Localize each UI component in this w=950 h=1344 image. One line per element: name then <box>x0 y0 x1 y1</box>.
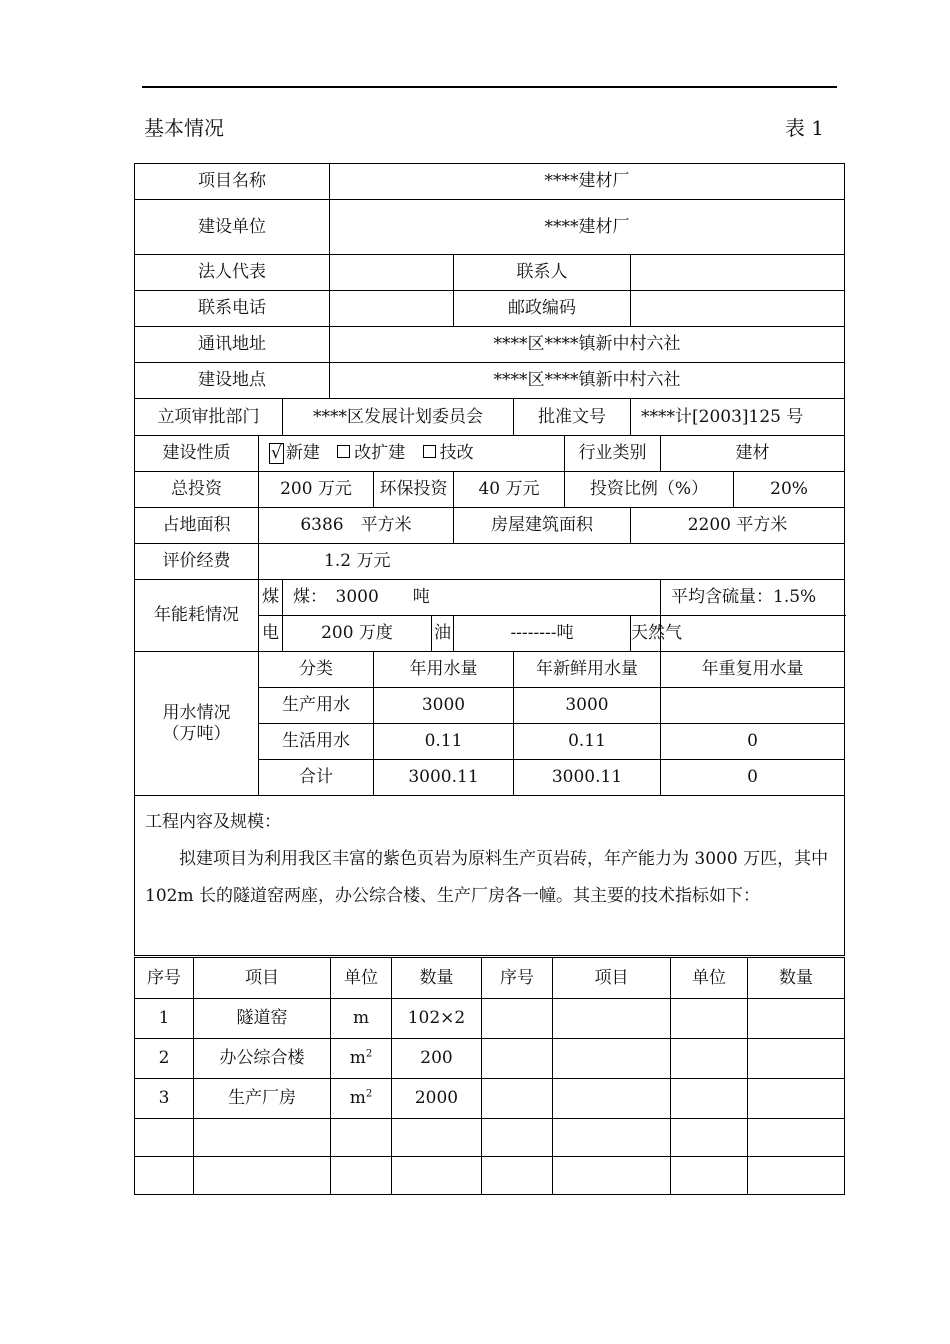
water-cell: 合计 <box>259 760 374 796</box>
table-row <box>135 1039 845 1079</box>
indicator-cell <box>748 1079 845 1119</box>
table-row <box>135 544 845 580</box>
indicator-cell <box>748 1157 845 1195</box>
indicator-cell <box>194 1119 331 1157</box>
water-cell: 3000 <box>374 688 514 724</box>
water-cell: 0.11 <box>374 724 514 760</box>
water-label <box>135 652 259 796</box>
water-cell: 3000.11 <box>374 760 514 796</box>
address-value: ****区****镇新中村六社 <box>330 327 845 363</box>
industry-label: 行业类别 <box>565 436 661 472</box>
indicator-cell <box>553 1157 671 1195</box>
env-invest-value: 40 万元 <box>454 472 565 508</box>
table-number: 表 1 <box>784 116 824 140</box>
indicator-cell <box>553 1079 671 1119</box>
water-label-line1: 用水情况 <box>162 703 231 724</box>
invest-value: 200 万元 <box>259 472 374 508</box>
indicator-cell <box>553 1039 671 1079</box>
indicator-cell: 生产厂房 <box>194 1079 331 1119</box>
indicator-cell <box>553 1119 671 1157</box>
indicator-cell <box>482 999 553 1039</box>
area-value: 6386 平方米 <box>259 508 454 544</box>
water-header: 年新鲜用水量 <box>514 652 661 688</box>
indicator-header: 项目 <box>194 958 331 999</box>
unit-superscript: 2 <box>365 1088 373 1100</box>
elec-label: 电 <box>259 616 283 652</box>
postcode-label: 邮政编码 <box>454 291 631 327</box>
contact-label: 联系人 <box>454 255 631 291</box>
table-row <box>135 580 845 616</box>
unit-text: m <box>349 1048 366 1069</box>
unit-text: m <box>349 1088 366 1109</box>
table-row <box>135 363 845 399</box>
address-label: 通讯地址 <box>135 327 330 363</box>
indicator-cell: 102×2 <box>392 999 482 1039</box>
ratio-label: 投资比例（%） <box>565 472 734 508</box>
builder-label: 建设单位 <box>135 200 330 255</box>
indicator-cell <box>331 1157 392 1195</box>
project-name-value: ****建材厂 <box>330 164 845 200</box>
ratio-value: 20% <box>734 472 845 508</box>
table-row <box>135 652 845 688</box>
indicator-cell <box>135 1119 194 1157</box>
env-invest-label: 环保投资 <box>374 472 454 508</box>
table-row <box>135 958 845 999</box>
indicator-cell <box>331 1079 392 1119</box>
water-cell: 3000 <box>514 688 661 724</box>
nature-reform-option: 技改 <box>439 443 474 464</box>
table-row <box>135 508 845 544</box>
indicator-cell: 隧道窑 <box>194 999 331 1039</box>
indicator-cell: 2000 <box>392 1079 482 1119</box>
phone-value <box>330 291 454 327</box>
project-body: 拟建项目为利用我区丰富的紫色页岩为原料生产页岩砖，年产能力为 3000 万匹，其中 102m 长的隧道窑两座，办公综合楼、生产厂房各一幢。其主要的技术指标如下： <box>145 849 829 906</box>
contact-value <box>631 255 845 291</box>
indicator-header: 序号 <box>482 958 553 999</box>
water-cell <box>661 688 845 724</box>
indicator-cell: 3 <box>135 1079 194 1119</box>
nature-options <box>259 436 565 472</box>
coal-label: 煤 <box>259 580 283 616</box>
water-header: 分类 <box>259 652 374 688</box>
water-cell: 3000.11 <box>514 760 661 796</box>
water-header: 年重复用水量 <box>661 652 845 688</box>
table-row <box>135 291 845 327</box>
table-row <box>135 200 845 255</box>
gas-value <box>661 616 845 652</box>
project-heading: 工程内容及规模： <box>145 812 281 832</box>
gas-label: 天然气 <box>631 616 661 652</box>
basic-info-table <box>134 163 845 956</box>
site-label: 建设地点 <box>135 363 330 399</box>
header-rule <box>142 86 837 88</box>
indicator-cell <box>671 1079 748 1119</box>
project-description <box>135 796 845 956</box>
indicator-cell: m <box>331 999 392 1039</box>
indicator-header: 数量 <box>748 958 845 999</box>
invest-label: 总投资 <box>135 472 259 508</box>
oil-value: --------吨 <box>454 616 631 652</box>
indicator-header: 序号 <box>135 958 194 999</box>
indicator-cell: 2 <box>135 1039 194 1079</box>
building-area-label: 房屋建筑面积 <box>454 508 631 544</box>
table-row <box>135 164 845 200</box>
indicator-cell <box>482 1157 553 1195</box>
indicator-cell <box>748 1039 845 1079</box>
indicator-cell <box>748 999 845 1039</box>
nature-expand-option: 改扩建 <box>354 443 406 464</box>
area-label: 占地面积 <box>135 508 259 544</box>
indicator-cell <box>671 1119 748 1157</box>
indicator-cell <box>331 1119 392 1157</box>
coal-value: 煤： 3000 吨 <box>283 580 661 616</box>
oil-label: 油 <box>432 616 454 652</box>
indicator-cell: 200 <box>392 1039 482 1079</box>
indicator-cell <box>392 1119 482 1157</box>
indicator-cell <box>482 1079 553 1119</box>
nature-new-option: 新建 <box>285 443 320 464</box>
table-row <box>135 472 845 508</box>
checkbox-empty-icon <box>337 445 350 458</box>
approval-dept-label: 立项审批部门 <box>135 399 283 436</box>
table-row <box>135 1157 845 1195</box>
table-row <box>135 255 845 291</box>
site-value: ****区****镇新中村六社 <box>330 363 845 399</box>
checkbox-empty-icon <box>423 445 436 458</box>
building-area-value: 2200 平方米 <box>631 508 845 544</box>
sulfur-value: 平均含硫量：1.5% <box>661 580 845 616</box>
indicator-cell <box>482 1039 553 1079</box>
section-title: 基本情况 <box>144 116 224 140</box>
table-row <box>135 399 845 436</box>
fee-label: 评价经费 <box>135 544 259 580</box>
water-cell: 生活用水 <box>259 724 374 760</box>
indicator-header: 项目 <box>553 958 671 999</box>
indicator-cell: 1 <box>135 999 194 1039</box>
indicator-cell <box>671 999 748 1039</box>
indicator-cell <box>194 1157 331 1195</box>
nature-label: 建设性质 <box>135 436 259 472</box>
table-row <box>135 796 845 956</box>
indicator-cell <box>671 1157 748 1195</box>
energy-label: 年能耗情况 <box>135 580 259 652</box>
indicator-header: 数量 <box>392 958 482 999</box>
table-row <box>135 436 845 472</box>
legal-rep-label: 法人代表 <box>135 255 330 291</box>
phone-label: 联系电话 <box>135 291 330 327</box>
approval-no-value: ****计[2003]125 号 <box>631 399 845 436</box>
indicator-header: 单位 <box>671 958 748 999</box>
indicator-cell <box>671 1039 748 1079</box>
water-cell: 0 <box>661 760 845 796</box>
water-header: 年用水量 <box>374 652 514 688</box>
approval-no-label: 批准文号 <box>514 399 631 436</box>
postcode-value <box>631 291 845 327</box>
unit-superscript: 2 <box>365 1048 373 1060</box>
indicators-table <box>134 957 845 1195</box>
indicator-header: 单位 <box>331 958 392 999</box>
indicator-cell <box>553 999 671 1039</box>
industry-value: 建材 <box>661 436 845 472</box>
table-row <box>135 1119 845 1157</box>
indicator-cell <box>748 1119 845 1157</box>
indicator-cell <box>482 1119 553 1157</box>
indicator-cell <box>135 1157 194 1195</box>
indicator-cell <box>331 1039 392 1079</box>
table-row <box>135 999 845 1039</box>
water-label-line2: （万吨） <box>162 723 231 744</box>
water-cell: 0 <box>661 724 845 760</box>
fee-value: 1.2 万元 <box>259 544 845 580</box>
water-cell: 0.11 <box>514 724 661 760</box>
water-cell: 生产用水 <box>259 688 374 724</box>
indicator-cell <box>392 1157 482 1195</box>
project-name-label: 项目名称 <box>135 164 330 200</box>
elec-value: 200 万度 <box>283 616 432 652</box>
table-row <box>135 1079 845 1119</box>
table-row <box>135 327 845 363</box>
nature-check-mark: √ <box>271 443 282 464</box>
legal-rep-value <box>330 255 454 291</box>
builder-value: ****建材厂 <box>330 200 845 255</box>
approval-dept-value: ****区发展计划委员会 <box>283 399 514 436</box>
indicator-cell: 办公综合楼 <box>194 1039 331 1079</box>
